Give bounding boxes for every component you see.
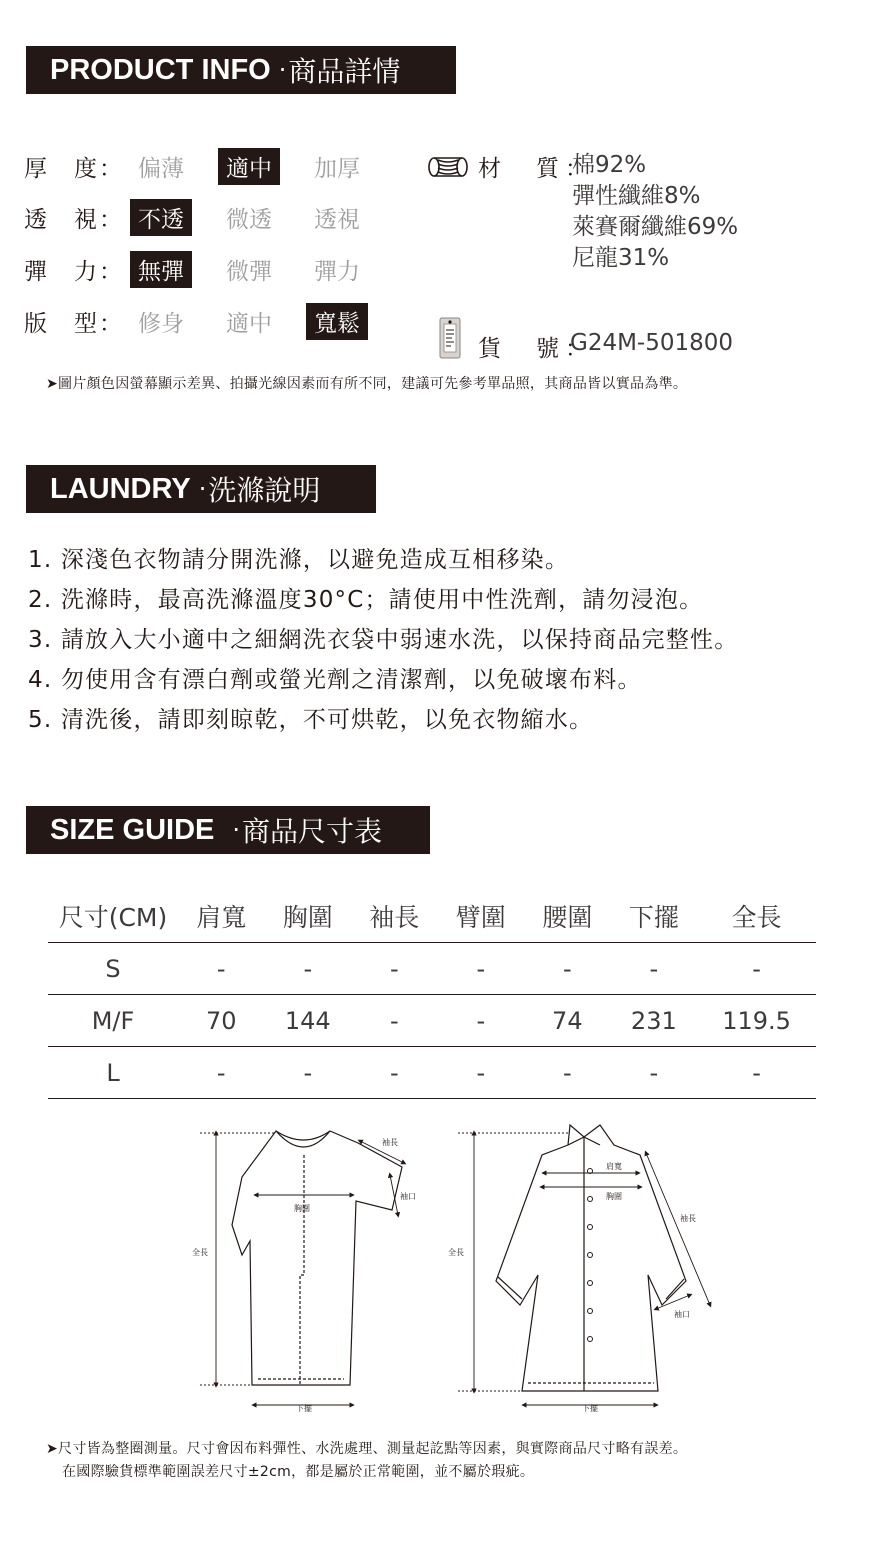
cell: L — [48, 1047, 178, 1099]
property-label: 厚 度： — [24, 155, 124, 182]
option-medium-selected: 適中 — [218, 148, 306, 185]
label-cuff-right: 袖口 — [674, 1310, 690, 1319]
material-line: 尼龍31% — [572, 245, 670, 271]
label-length-right: 全長 — [448, 1248, 464, 1257]
cell: - — [611, 943, 698, 995]
label-chest-left: 胸圍 — [294, 1204, 310, 1213]
material-line: 萊賽爾纖維69% — [572, 214, 739, 240]
laundry-item: 1. 深淺色衣物請分開洗滌，以避免造成互相移染。 — [28, 547, 570, 573]
size-guide-header — [26, 806, 430, 854]
col-waist: 腰圍 — [524, 890, 611, 943]
size-table-header — [48, 890, 816, 943]
col-size: 尺寸(CM) — [48, 890, 178, 943]
cell: - — [265, 943, 352, 995]
option-regular: 適中 — [226, 310, 272, 337]
thread-spool-icon — [426, 150, 470, 184]
col-shoulder: 肩寬 — [178, 890, 265, 943]
option-slightly-sheer: 微透 — [226, 206, 272, 233]
garment-measurement-diagram — [180, 1115, 720, 1415]
sku-label: 貨 號： — [478, 336, 594, 362]
table-row — [48, 1047, 816, 1099]
label-sleeve-left: 袖長 — [382, 1138, 398, 1147]
header-dot: · — [198, 475, 207, 503]
option-thin: 偏薄 — [138, 155, 184, 182]
header-en: LAUNDRY — [50, 472, 191, 505]
size-table — [48, 890, 816, 1099]
cell: 74 — [524, 995, 611, 1047]
property-transparency — [24, 201, 394, 233]
label-length-left: 全長 — [192, 1248, 208, 1257]
property-label: 透 視： — [24, 206, 124, 233]
property-label: 彈 力： — [24, 258, 124, 285]
cell: 119.5 — [697, 995, 816, 1047]
header-en: SIZE GUIDE — [50, 813, 215, 846]
sku-value: G24M-501800 — [570, 330, 734, 356]
header-zh: 商品詳情 — [288, 55, 401, 88]
header-dot: · — [232, 816, 240, 844]
size-disclaimer-line-2: 在國際驗貨標準範圍誤差尺寸±2cm，都是屬於正常範圍，並不屬於瑕疵。 — [62, 1464, 535, 1480]
property-label: 版 型： — [24, 310, 124, 337]
tag-icon — [436, 316, 464, 360]
option-opaque-selected: 不透 — [130, 199, 218, 236]
laundry-item: 5. 清洗後，請即刻晾乾，不可烘乾，以免衣物縮水。 — [28, 707, 594, 733]
material-label: 材 質： — [478, 156, 594, 182]
property-thickness — [24, 150, 394, 182]
property-fit — [24, 305, 394, 337]
cell: - — [524, 943, 611, 995]
col-chest: 胸圍 — [265, 890, 352, 943]
label-sleeve-right: 袖長 — [680, 1214, 696, 1223]
col-hem: 下擺 — [611, 890, 698, 943]
cell: - — [351, 995, 438, 1047]
header-en: PRODUCT INFO — [50, 53, 271, 86]
cell: - — [697, 1047, 816, 1099]
cell: - — [351, 943, 438, 995]
color-disclaimer: ➤圖片顏色因螢幕顯示差異、拍攝光線因素而有所不同，建議可先參考單品照，其商品皆以實品為準。 — [46, 376, 688, 392]
laundry-item: 2. 洗滌時，最高洗滌溫度30°C；請使用中性洗劑，請勿浸泡。 — [28, 587, 704, 613]
header-dot: · — [278, 56, 287, 84]
label-hem-right: 下擺 — [582, 1404, 598, 1413]
label-shoulder-right: 肩寬 — [606, 1162, 622, 1171]
material-line: 棉92% — [572, 152, 647, 178]
label-cuff-left: 袖口 — [400, 1192, 416, 1201]
col-length: 全長 — [697, 890, 816, 943]
cell: - — [524, 1047, 611, 1099]
property-elasticity — [24, 253, 394, 285]
cell: - — [438, 1047, 525, 1099]
cell: - — [697, 943, 816, 995]
option-no-stretch-selected: 無彈 — [130, 251, 218, 288]
table-row — [48, 995, 816, 1047]
header-zh: 商品尺寸表 — [242, 815, 383, 848]
option-slight-stretch: 微彈 — [226, 258, 272, 285]
cell: M/F — [48, 995, 178, 1047]
laundry-item: 3. 請放入大小適中之細網洗衣袋中弱速水洗，以保持商品完整性。 — [28, 627, 739, 653]
cell: - — [611, 1047, 698, 1099]
option-sheer: 透視 — [314, 206, 360, 233]
cell: - — [178, 1047, 265, 1099]
cell: - — [438, 995, 525, 1047]
cell: - — [438, 943, 525, 995]
col-sleeve: 袖長 — [351, 890, 438, 943]
table-row — [48, 943, 816, 995]
label-chest-right: 胸圍 — [606, 1192, 622, 1201]
product-info-header — [26, 46, 456, 94]
cell: - — [178, 943, 265, 995]
cell: - — [265, 1047, 352, 1099]
size-disclaimer-line-1: ➤尺寸皆為整圈測量。尺寸會因布料彈性、水洗處理、測量起訖點等因素，與實際商品尺寸略有誤差。 — [46, 1441, 688, 1457]
option-loose-selected: 寬鬆 — [306, 303, 394, 340]
label-hem-left: 下擺 — [296, 1404, 312, 1413]
cell: S — [48, 943, 178, 995]
option-slim: 修身 — [138, 310, 184, 337]
material-values — [572, 150, 738, 274]
laundry-header — [26, 465, 376, 513]
cell: - — [351, 1047, 438, 1099]
laundry-item: 4. 勿使用含有漂白劑或螢光劑之清潔劑，以免破壞布料。 — [28, 667, 642, 693]
cell: 144 — [265, 995, 352, 1047]
header-zh: 洗滌說明 — [208, 474, 321, 507]
material-line: 彈性纖維8% — [572, 183, 701, 209]
option-stretch: 彈力 — [314, 258, 360, 285]
laundry-list — [28, 540, 738, 740]
col-arm: 臂圍 — [438, 890, 525, 943]
cell: 70 — [178, 995, 265, 1047]
option-thick: 加厚 — [314, 155, 360, 182]
cell: 231 — [611, 995, 698, 1047]
